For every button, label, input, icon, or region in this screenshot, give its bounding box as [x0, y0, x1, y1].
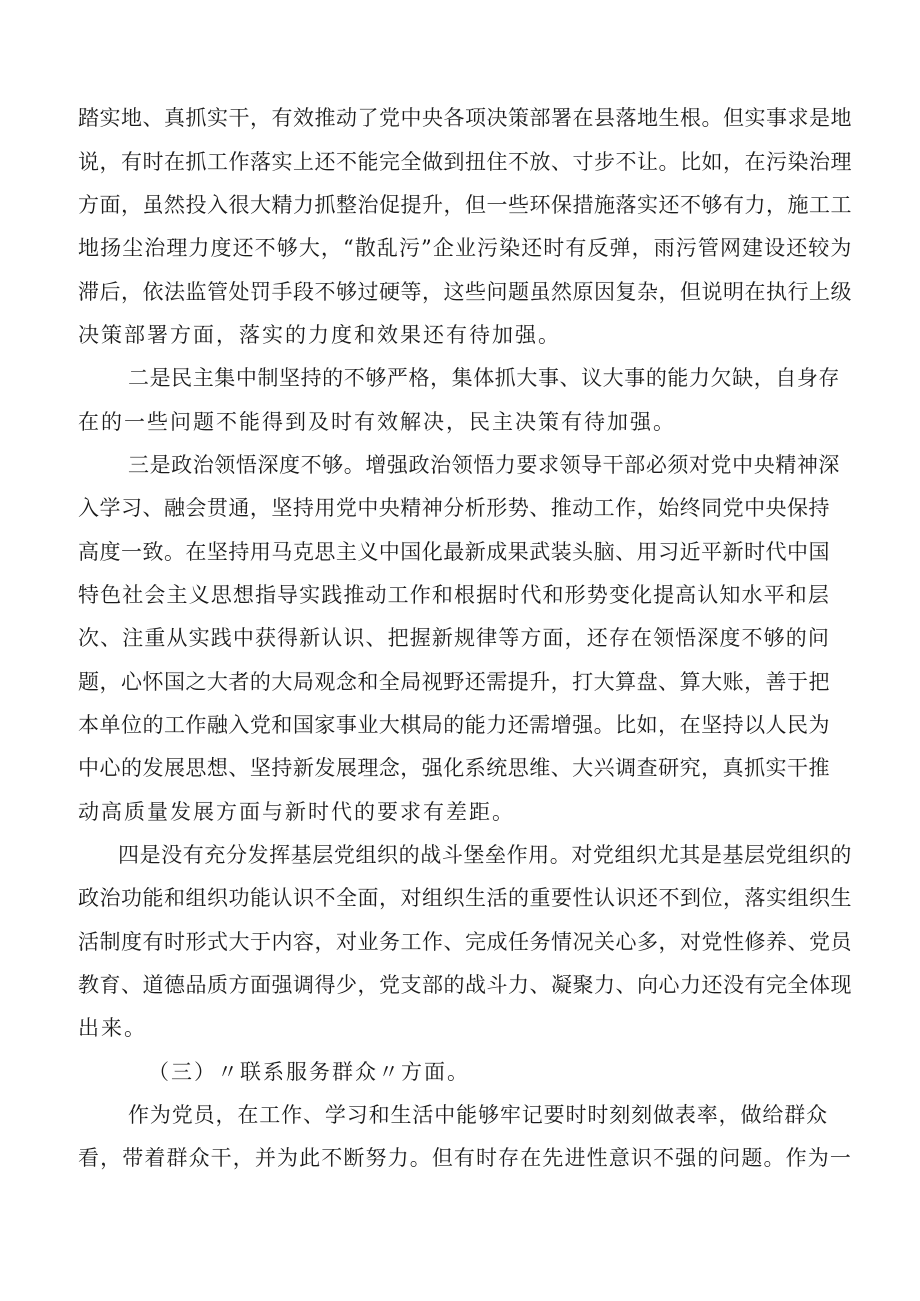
text-line: 出来。 [78, 1016, 147, 1040]
text-line: 三是政治领悟深度不够。增强政治领悟力要求领导干部必须对党中央精神深 [128, 453, 841, 477]
text-line: 特色社会主义思想指导实践推动工作和根据时代和形势变化提高认知水平和层 [78, 583, 831, 607]
text-line: 本单位的工作融入党和国家事业大棋局的能力还需增强。比如，在坚持以人民为 [78, 713, 831, 737]
text-line: 四是没有充分发挥基层党组织的战斗堡垒作用。对党组织尤其是基层党组织的 [118, 843, 852, 867]
text-line: 作为党员，在工作、学习和生活中能够牢记要时时刻刻做表率，做给群众 [128, 1103, 828, 1127]
text-line: 滞后，依法监管处罚手段不够过硬等，这些问题虽然原因复杂，但说明在执行上级 [78, 280, 852, 304]
text-line: 决策部署方面，落实的力度和效果还有待加强。 [78, 323, 561, 347]
text-line: 活制度有时形式大于内容，对业务工作、完成任务情况关心多，对党性修养、党员 [78, 930, 852, 954]
text-line: 高度一致。在坚持用马克思主义中国化最新成果武装头脑、用习近平新时代中国 [78, 540, 831, 564]
section-heading: （三）〃联系服务群众〃方面。 [148, 1060, 470, 1084]
text-line: 看，带着群众干，并为此不断努力。但有时存在先进性意识不强的问题。作为一 [78, 1146, 852, 1170]
text-line: 方面，虽然投入很大精力抓整治促提升，但一些环保措施落实还不够有力，施工工 [78, 193, 852, 217]
text-line: 入学习、融会贯通，坚持用党中央精神分析形势、推动工作，始终同党中央保持 [78, 496, 831, 520]
text-line: 说，有时在抓工作落实上还不能完全做到扭住不放、寸步不让。比如，在污染治理 [78, 150, 852, 174]
text-line: 中心的发展思想、坚持新发展理念，强化系统思维、大兴调查研究，真抓实干推 [78, 756, 831, 780]
text-line: 题，心怀国之大者的大局观念和全局视野还需提升，打大算盘、算大账，善于把 [78, 670, 831, 694]
text-line: 二是民主集中制坚持的不够严格，集体抓大事、议大事的能力欠缺，自身存 [128, 366, 841, 390]
text-line: 教育、道德品质方面强调得少，党支部的战斗力、凝聚力、向心力还没有完全体现 [78, 973, 852, 997]
text-line: 在的一些问题不能得到及时有效解决，民主决策有待加强。 [78, 410, 676, 434]
text-line: 动高质量发展方面与新时代的要求有差距。 [78, 800, 515, 824]
text-line: 踏实地、真抓实干，有效推动了党中央各项决策部署在县落地生根。但实事求是地 [78, 106, 852, 130]
text-line: 政治功能和组织功能认识不全面，对组织生活的重要性认识还不到位，落实组织生 [78, 886, 852, 910]
text-line: 地扬尘治理力度还不够大，“散乱污”企业污染还时有反弹，雨污管网建设还较为 [78, 236, 853, 260]
text-line: 次、注重从实践中获得新认识、把握新规律等方面，还存在领悟深度不够的问 [78, 626, 831, 650]
